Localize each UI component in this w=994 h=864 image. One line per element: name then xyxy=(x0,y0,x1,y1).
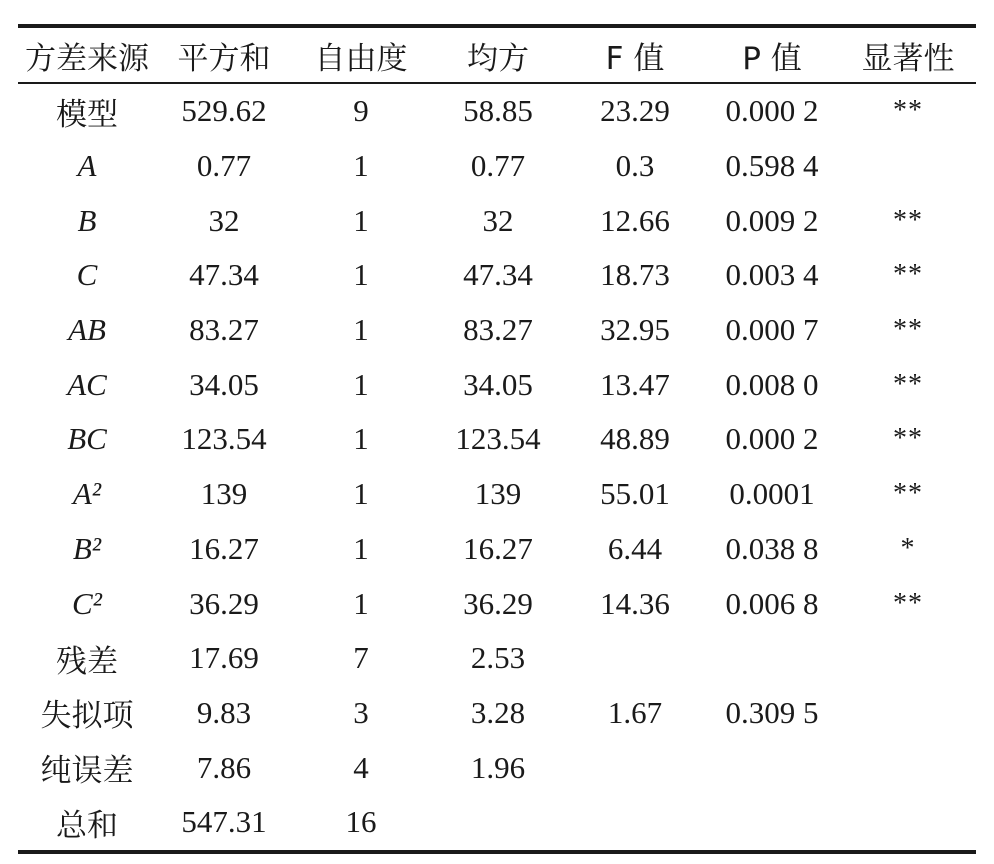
cell-p: 0.003 4 xyxy=(725,257,819,293)
table-row xyxy=(18,686,976,741)
cell-ss: 34.05 xyxy=(189,366,259,402)
cell-ms: 36.29 xyxy=(463,585,533,621)
cell-f: 13.47 xyxy=(600,366,670,402)
cell-ms: 139 xyxy=(474,476,522,512)
table-row xyxy=(18,139,976,194)
cell-sig xyxy=(840,740,976,795)
cell-source: A xyxy=(77,148,97,184)
cell-p xyxy=(704,631,840,686)
cell-p xyxy=(704,740,840,795)
cell-source: 纯误差 xyxy=(40,753,134,790)
cell-ms: 34.05 xyxy=(463,366,533,402)
table-row xyxy=(18,522,976,577)
cell-sig: * xyxy=(900,532,916,564)
cell-ms: 32 xyxy=(482,202,514,238)
cell-df: 4 xyxy=(353,749,369,785)
cell-p: 0.008 0 xyxy=(725,366,819,402)
table-row xyxy=(18,576,976,631)
cell-p: 0.038 8 xyxy=(725,530,819,566)
table-row xyxy=(18,248,976,303)
cell-source: 失拟项 xyxy=(40,698,134,735)
cell-f: 55.01 xyxy=(600,476,670,512)
cell-sig: ** xyxy=(893,204,923,236)
cell-df: 1 xyxy=(353,312,369,348)
cell-p: 0.309 5 xyxy=(725,694,819,730)
cell-ms: 58.85 xyxy=(463,93,533,129)
cell-p: 0.0001 xyxy=(729,476,815,512)
cell-f: 0.3 xyxy=(615,148,655,184)
table-row xyxy=(18,412,976,467)
cell-f: 48.89 xyxy=(600,421,670,457)
cell-sig: ** xyxy=(893,95,923,127)
cell-ms: 2.53 xyxy=(470,640,526,676)
cell-f xyxy=(566,740,704,795)
cell-ss: 32 xyxy=(208,202,240,238)
cell-source: 残差 xyxy=(56,643,118,680)
header-sum-of-squares: 平方和 xyxy=(177,40,271,77)
anova-table xyxy=(18,24,976,854)
cell-sig: ** xyxy=(893,314,923,346)
cell-sig: ** xyxy=(893,478,923,510)
header-row xyxy=(18,28,976,82)
cell-df: 16 xyxy=(345,804,377,840)
cell-df: 3 xyxy=(353,694,369,730)
cell-df: 1 xyxy=(353,421,369,457)
table-row xyxy=(18,303,976,358)
cell-source: A² xyxy=(72,476,102,512)
header-f-value: F 值 xyxy=(605,40,665,77)
cell-ms: 16.27 xyxy=(463,530,533,566)
header-mean-square: 均方 xyxy=(467,40,529,77)
cell-df: 1 xyxy=(353,366,369,402)
cell-source: 模型 xyxy=(56,96,118,133)
cell-f: 23.29 xyxy=(600,93,670,129)
table-row xyxy=(18,84,976,139)
cell-p: 0.000 7 xyxy=(725,312,819,348)
cell-source: B xyxy=(77,202,97,238)
table-row xyxy=(18,795,976,850)
cell-sig xyxy=(840,631,976,686)
header-degrees-of-freedom: 自由度 xyxy=(314,40,408,77)
cell-source: B² xyxy=(72,530,102,566)
table-row xyxy=(18,467,976,522)
cell-df: 1 xyxy=(353,476,369,512)
cell-ms: 0.77 xyxy=(470,148,526,184)
cell-ms: 3.28 xyxy=(470,694,526,730)
cell-ss: 123.54 xyxy=(181,421,267,457)
cell-ss: 17.69 xyxy=(189,640,259,676)
cell-f: 14.36 xyxy=(600,585,670,621)
header-significance: 显著性 xyxy=(861,40,955,77)
cell-p: 0.009 2 xyxy=(725,202,819,238)
cell-f: 18.73 xyxy=(600,257,670,293)
cell-ss: 9.83 xyxy=(196,694,252,730)
table-row xyxy=(18,357,976,412)
cell-f xyxy=(566,795,704,850)
cell-source: BC xyxy=(67,421,107,457)
cell-df: 1 xyxy=(353,202,369,238)
cell-ms: 123.54 xyxy=(455,421,541,457)
cell-sig xyxy=(840,686,976,741)
cell-df: 7 xyxy=(353,640,369,676)
cell-source: AB xyxy=(68,312,106,348)
cell-df: 1 xyxy=(353,585,369,621)
cell-f: 32.95 xyxy=(600,312,670,348)
cell-p: 0.000 2 xyxy=(725,421,819,457)
table-row xyxy=(18,631,976,686)
header-p-value: P 值 xyxy=(742,40,802,77)
cell-source: C² xyxy=(72,585,102,621)
cell-p xyxy=(704,795,840,850)
cell-f: 12.66 xyxy=(600,202,670,238)
cell-ss: 47.34 xyxy=(189,257,259,293)
cell-df: 1 xyxy=(353,148,369,184)
cell-f xyxy=(566,631,704,686)
cell-sig: ** xyxy=(893,423,923,455)
cell-ss: 529.62 xyxy=(181,93,267,129)
cell-df: 1 xyxy=(353,530,369,566)
cell-ss: 0.77 xyxy=(196,148,252,184)
cell-f: 6.44 xyxy=(607,530,663,566)
cell-df: 1 xyxy=(353,257,369,293)
cell-ms: 1.96 xyxy=(470,749,526,785)
cell-ss: 83.27 xyxy=(189,312,259,348)
cell-ss: 139 xyxy=(200,476,248,512)
cell-p: 0.000 2 xyxy=(725,93,819,129)
cell-source: AC xyxy=(67,366,107,402)
cell-sig: ** xyxy=(893,587,923,619)
header-source: 方差来源 xyxy=(25,40,149,77)
cell-ss: 547.31 xyxy=(181,804,267,840)
cell-source: 总和 xyxy=(56,807,118,844)
table-row xyxy=(18,740,976,795)
cell-source: C xyxy=(76,257,98,293)
bottom-rule xyxy=(18,850,976,854)
cell-ms xyxy=(430,795,566,850)
cell-ss: 16.27 xyxy=(189,530,259,566)
cell-ms: 83.27 xyxy=(463,312,533,348)
cell-sig: ** xyxy=(893,259,923,291)
table-row xyxy=(18,193,976,248)
cell-sig xyxy=(840,795,976,850)
cell-df: 9 xyxy=(353,93,369,129)
cell-ms: 47.34 xyxy=(463,257,533,293)
cell-ss: 36.29 xyxy=(189,585,259,621)
cell-p: 0.598 4 xyxy=(725,148,819,184)
cell-p: 0.006 8 xyxy=(725,585,819,621)
cell-f: 1.67 xyxy=(607,694,663,730)
cell-ss: 7.86 xyxy=(196,749,252,785)
cell-sig xyxy=(840,139,976,194)
cell-sig: ** xyxy=(893,368,923,400)
